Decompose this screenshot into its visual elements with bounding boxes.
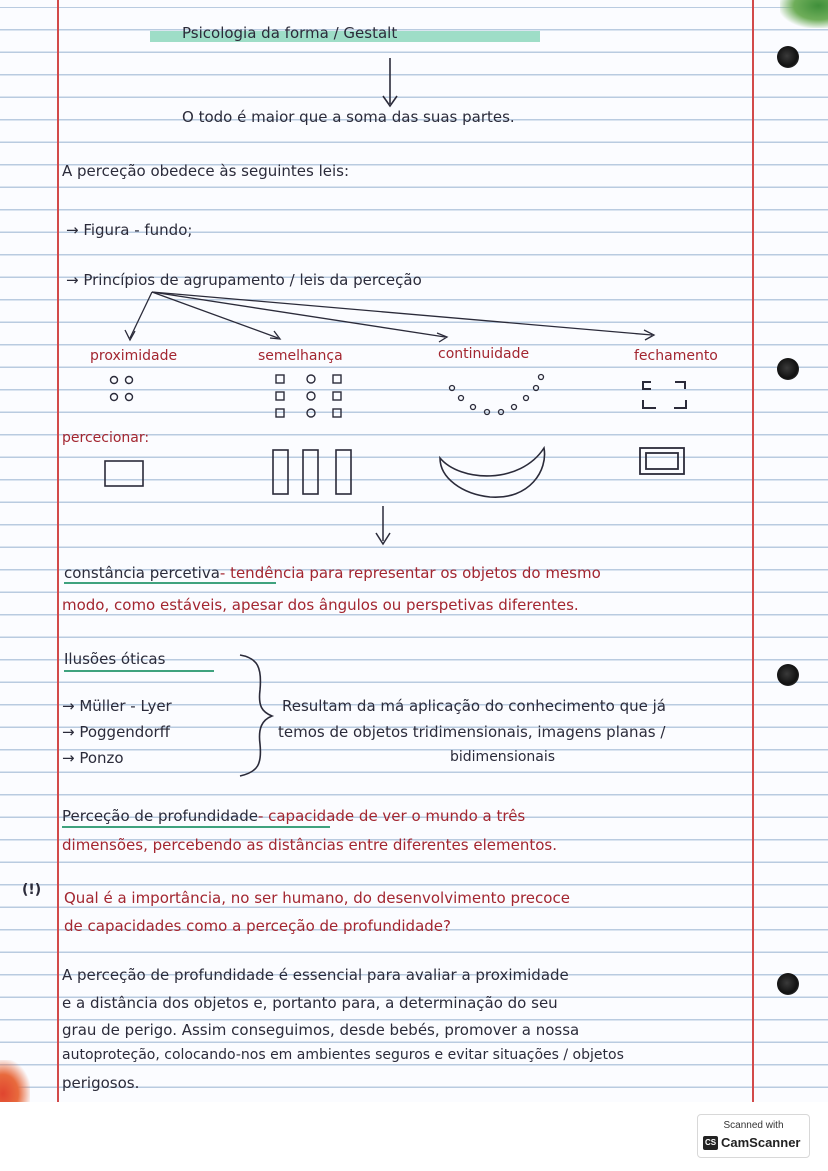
page-title: Psicologia da forma / Gestalt: [182, 24, 398, 42]
camscanner-badge: [697, 1114, 810, 1158]
continuity-crescent: [440, 448, 545, 497]
question-line-1: Qual é a importância, no ser humano, do desenvolvimento precoce: [64, 889, 570, 907]
item-figura-fundo: → Figura - fundo;: [66, 221, 193, 239]
attention-mark: (!): [22, 882, 42, 898]
percecionar-label: percecionar:: [62, 430, 150, 446]
answer-line: grau de perigo. Assim conseguimos, desde bebés, promover a nossa: [62, 1021, 580, 1039]
binder-hole: [777, 358, 799, 380]
closure-frame: [640, 448, 684, 474]
down-arrow-icon: [383, 58, 397, 106]
ilusoes-description-3: bidimensionais: [450, 749, 556, 765]
continuity-dots: [450, 375, 544, 415]
scanner-name: CamScanner: [721, 1135, 801, 1150]
profundidade-term: Perceção de profundidade: [62, 807, 258, 825]
profundidade-line-1: [62, 807, 525, 825]
proximity-rectangle: [105, 461, 143, 486]
ilusoes-description-1: Resultam da má aplicação do conhecimento que já: [282, 697, 666, 715]
proximity-dots: [111, 377, 133, 401]
ilusoes-description-2: temos de objetos tridimensionais, imagens planas /: [278, 723, 666, 741]
principle-label-continuidade: continuidade: [438, 346, 530, 362]
answer-line: autoproteção, colocando-nos em ambientes seguros e evitar situações / objetos: [62, 1047, 624, 1063]
answer-line: perigosos.: [62, 1074, 140, 1092]
ilusao-ponzo: → Ponzo: [62, 749, 124, 767]
answer-line: A perceção de profundidade é essencial para avaliar a proximidade: [62, 966, 569, 984]
laws-intro: A perceção obedece às seguintes leis:: [62, 162, 350, 180]
principle-label-proximidade: proximidade: [90, 348, 178, 364]
right-margin-line: [752, 0, 754, 1102]
term-underline: [62, 826, 330, 828]
constancia-definition-start: - tendência para representar os objetos do mesmo: [219, 564, 601, 582]
principle-label-fechamento: fechamento: [634, 348, 718, 364]
ilusao-poggendorff: → Poggendorff: [62, 723, 171, 741]
similarity-grid: [276, 375, 341, 417]
scanner-caption: Scanned with: [723, 1120, 784, 1131]
corner-leaf: [780, 0, 828, 28]
heading-underline: [64, 670, 214, 672]
item-principios: → Princípios de agrupamento / leis da perceção: [66, 271, 422, 289]
curly-brace: [240, 655, 272, 776]
closure-brackets: [643, 382, 686, 408]
constancia-line-1: [64, 564, 601, 582]
ilusoes-heading: Ilusões óticas: [64, 650, 166, 668]
binder-hole: [777, 973, 799, 995]
profundidade-definition-start: - capacidade de ver o mundo a três: [257, 807, 526, 825]
camscanner-logo-icon: CS: [703, 1136, 718, 1150]
profundidade-line-2: dimensões, percebendo as distâncias entre diferentes elementos.: [62, 836, 557, 854]
down-arrow-icon: [376, 506, 390, 544]
binder-hole: [777, 46, 799, 68]
answer-line: e a distância dos objetos e, portanto para, a determinação do seu: [62, 994, 558, 1012]
subtitle: O todo é maior que a soma das suas partes.: [182, 108, 515, 126]
similarity-columns: [273, 450, 351, 494]
question-line-2: de capacidades como a perceção de profundidade?: [64, 917, 451, 935]
term-underline: [64, 582, 276, 584]
branch-arrows: [125, 292, 654, 342]
ilusao-muller-lyer: → Müller - Lyer: [62, 697, 172, 715]
principle-label-semelhanca: semelhança: [258, 348, 343, 364]
constancia-term: constância percetiva: [64, 564, 220, 582]
constancia-line-2: modo, como estáveis, apesar dos ângulos ou perspetivas diferentes.: [62, 596, 579, 614]
binder-hole: [777, 664, 799, 686]
